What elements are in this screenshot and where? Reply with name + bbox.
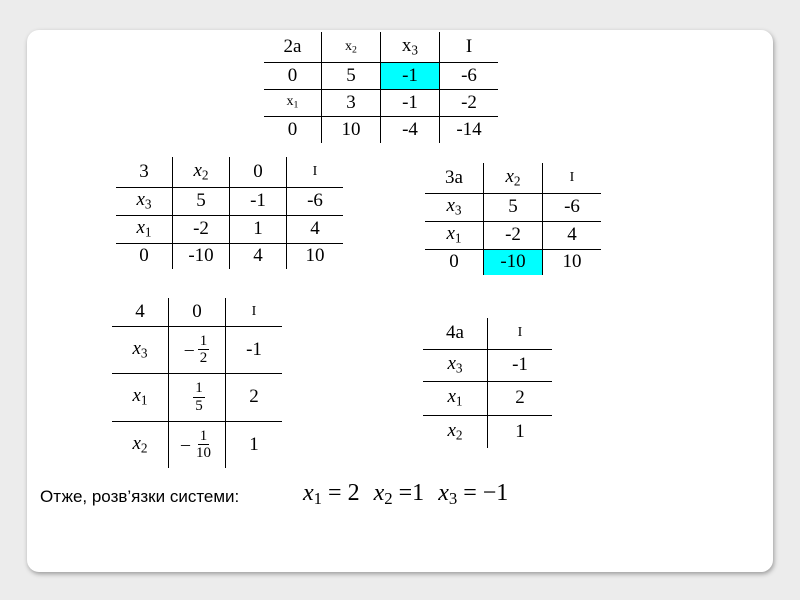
table-4a-cell: 1 bbox=[488, 415, 553, 448]
table-4-col-0: 0 bbox=[169, 298, 226, 326]
table-3a-row-x1: $x_1$ bbox=[425, 221, 484, 249]
table-3a-col-I: I bbox=[543, 163, 602, 193]
table-3-cell: 10 bbox=[287, 243, 344, 269]
table-2a-cell: 10 bbox=[322, 116, 381, 143]
table-2a-cell: -14 bbox=[440, 116, 499, 143]
table-4 bbox=[112, 298, 282, 468]
table-2a-row-x1: $x_1$ bbox=[264, 89, 322, 116]
table-3a-cell: -2 bbox=[484, 221, 543, 249]
table-3-cell: 1 bbox=[230, 215, 287, 243]
table-3a-cell: 4 bbox=[543, 221, 602, 249]
table-3-cell: -6 bbox=[287, 187, 344, 215]
table-4-row-x1: $x_1$ bbox=[112, 373, 169, 421]
table-2a-cell: 0 bbox=[264, 116, 322, 143]
solution-equations bbox=[303, 480, 516, 509]
table-3-cell: -10 bbox=[173, 243, 230, 269]
table-4a-row-x1: $x_1$ bbox=[423, 381, 488, 415]
table-4a-cell: -1 bbox=[488, 349, 553, 381]
table-2a-col-x2: $x_2$ bbox=[322, 32, 381, 62]
table-2a-cell: -1 bbox=[381, 89, 440, 116]
table-3-row-x1: $x_1$ bbox=[116, 215, 173, 243]
table-4a-col-I: I bbox=[488, 318, 553, 349]
table-4-fraction-cell: – $\frac{1}{2}$ bbox=[169, 326, 226, 373]
table-2a-cell: 3 bbox=[322, 89, 381, 116]
table-2a-cell: 0 bbox=[264, 62, 322, 89]
table-2a-cell: -2 bbox=[440, 89, 499, 116]
table-3a-corner: 3a bbox=[445, 166, 463, 188]
table-4-row-x2: $x_2$ bbox=[112, 421, 169, 468]
table-4-cell: -1 bbox=[226, 326, 283, 373]
table-3a-cell: -6 bbox=[543, 193, 602, 221]
table-2a-col-x3: $x_3$ bbox=[381, 32, 440, 62]
table-3a-col-x2: $x_2$ bbox=[484, 163, 543, 193]
table-3a-cell: 5 bbox=[484, 193, 543, 221]
table-2a-pivot-cell: -1 bbox=[381, 62, 440, 89]
table-4-fraction-cell: – $\frac{1}{10}$ bbox=[169, 421, 226, 468]
conclusion-text: Отже, розв’язки системи: bbox=[40, 487, 240, 506]
table-3-cell: 0 bbox=[116, 243, 173, 269]
table-3-cell: 4 bbox=[287, 215, 344, 243]
table-2a-corner: 2a bbox=[283, 35, 302, 57]
table-3-cell: 4 bbox=[230, 243, 287, 269]
table-4a bbox=[423, 318, 552, 448]
table-4-row-x3: $x_3$ bbox=[112, 326, 169, 373]
table-3-corner: 3 bbox=[139, 160, 149, 182]
table-3a-cell: 10 bbox=[543, 249, 602, 275]
table-4a-row-x2: $x_2$ bbox=[423, 415, 488, 448]
table-2a-col-I: I bbox=[440, 32, 499, 62]
table-2a-cell: 5 bbox=[322, 62, 381, 89]
table-3-row-x3: $x_3$ bbox=[116, 187, 173, 215]
table-4a-row-x3: $x_3$ bbox=[423, 349, 488, 381]
table-3-cell: 5 bbox=[173, 187, 230, 215]
table-3a-pivot-cell: -10 bbox=[484, 249, 543, 275]
table-3a bbox=[425, 163, 601, 275]
solution-x3: $x_3 = -1$ bbox=[438, 480, 509, 509]
table-3a-cell: 0 bbox=[425, 249, 484, 275]
table-4-fraction-cell: $\frac{1}{5}$ bbox=[169, 373, 226, 421]
table-4-corner: 4 bbox=[135, 300, 145, 322]
table-3a-row-x3: $x_3$ bbox=[425, 193, 484, 221]
table-4a-corner: 4a bbox=[446, 322, 464, 344]
table-2a-cell: -6 bbox=[440, 62, 499, 89]
table-4-cell: 2 bbox=[226, 373, 283, 421]
solution-x2: $x_2 =1$ bbox=[373, 480, 425, 509]
table-4a-cell: 2 bbox=[488, 381, 553, 415]
table-3-cell: -1 bbox=[230, 187, 287, 215]
table-2a-cell: -4 bbox=[381, 116, 440, 143]
table-4-col-I: I bbox=[226, 298, 283, 326]
table-3-col-0: 0 bbox=[230, 157, 287, 187]
table-3-col-I: I bbox=[287, 157, 344, 187]
table-3-col-x2: $x_2$ bbox=[173, 157, 230, 187]
solution-x1: $x_1 = 2$ bbox=[303, 480, 360, 509]
table-2a bbox=[264, 32, 498, 143]
table-4-cell: 1 bbox=[226, 421, 283, 468]
table-3 bbox=[116, 157, 343, 269]
table-3-cell: -2 bbox=[173, 215, 230, 243]
